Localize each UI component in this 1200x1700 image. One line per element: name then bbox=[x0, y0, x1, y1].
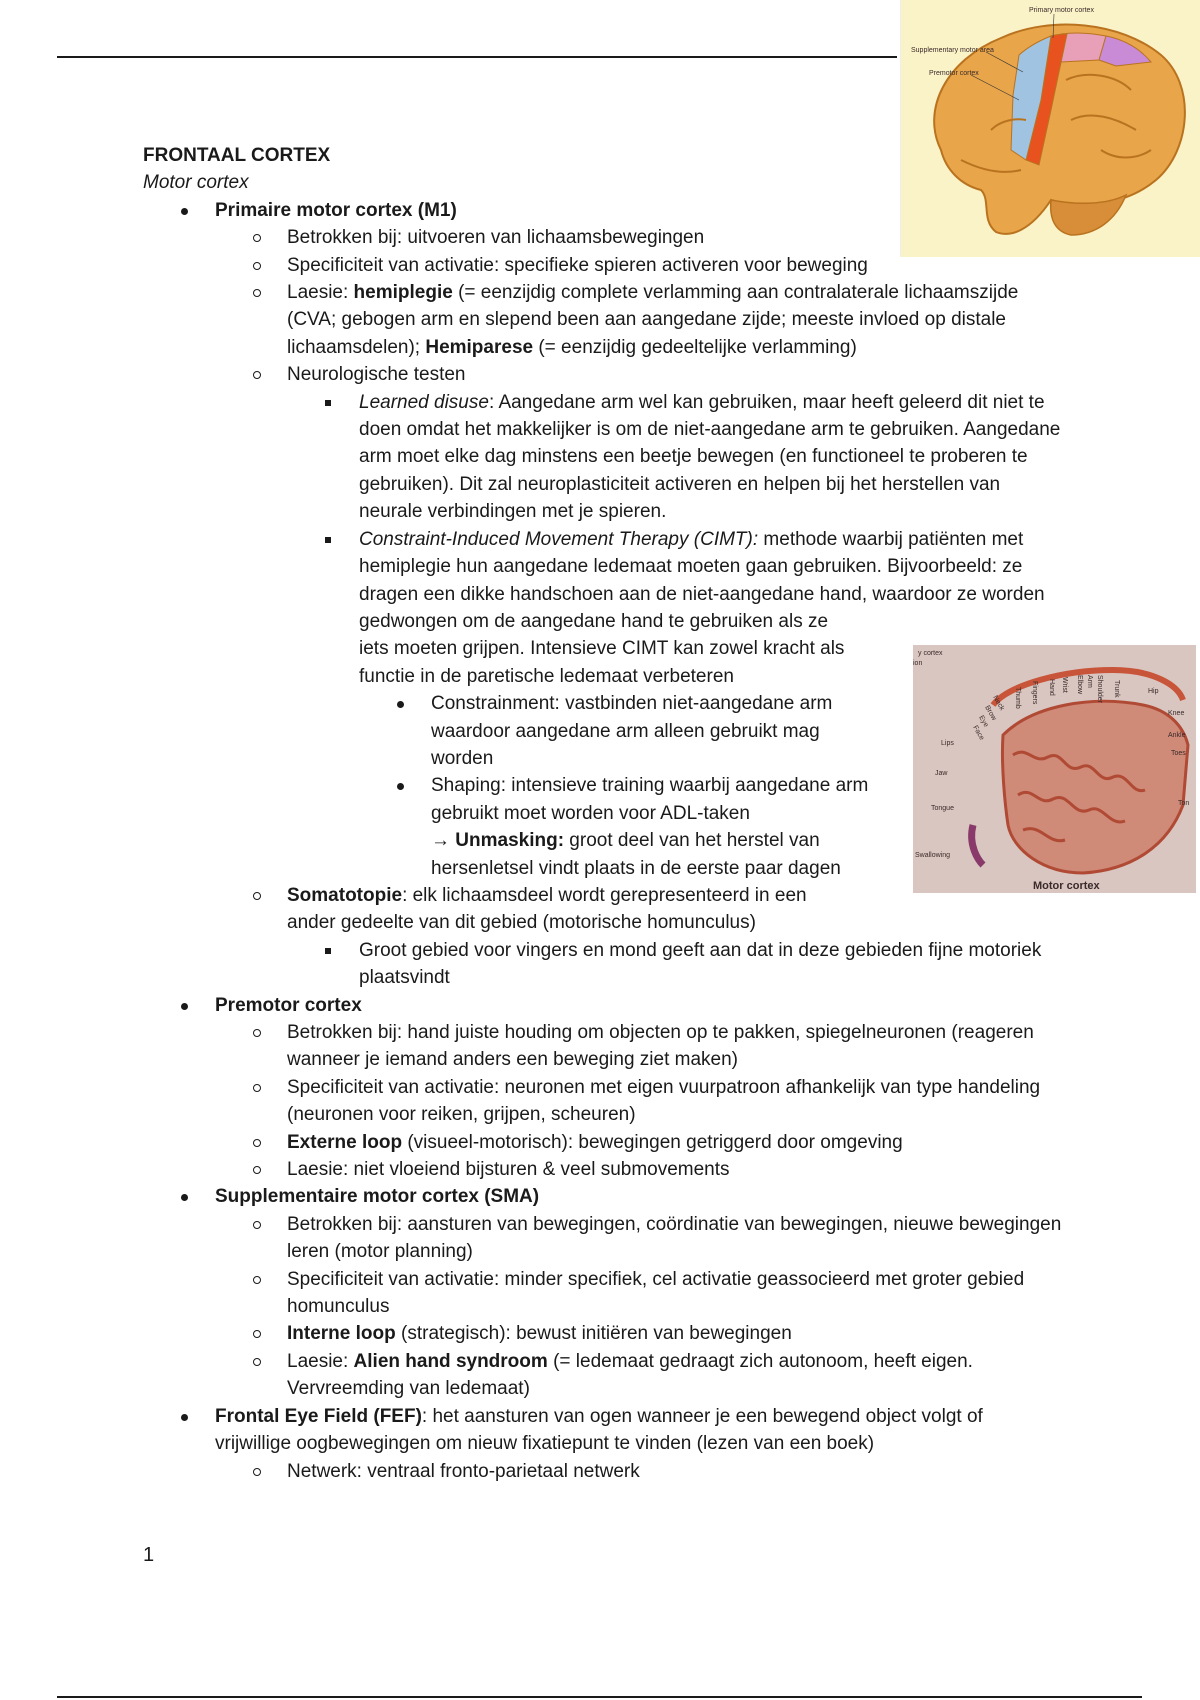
sma-lesion-text: (= ledemaat gedraagt zich autonoom, heeft eigen. Vervreemding van ledemaat) bbox=[287, 1350, 973, 1400]
somato-term: Somatotopie bbox=[287, 884, 403, 906]
homunculus-label-swallowing: Swallowing bbox=[915, 852, 951, 859]
premotor-loop-term: Externe loop bbox=[287, 1131, 403, 1153]
list-item bbox=[143, 690, 1063, 772]
m1-item-1: Betrokken bij: uitvoeren van lichaamsbewegingen bbox=[287, 227, 705, 249]
list-item-premotor bbox=[143, 992, 1063, 1019]
unmasking-term: Unmasking: bbox=[455, 830, 565, 852]
page-number: 1 bbox=[143, 1544, 155, 1566]
list-item bbox=[143, 526, 1063, 636]
list-item bbox=[143, 252, 1063, 279]
m1-lesion-text-1: (= eenzijdig complete verlamming aan contralaterale lichaamszijde (CVA; gebogen arm en slepend been aan aangedane zijde; meeste invloed op distale lichaamsdelen); bbox=[287, 282, 1019, 358]
m1-item-2: Specificiteit van activatie: specifieke spieren activeren voor beweging bbox=[287, 254, 868, 276]
premotor-item-2: Specificiteit van activatie: neuronen met eigen vuurpatroon afhankelijk van type handeling (neuronen voor reiken, grijpen, scheuren) bbox=[287, 1076, 1041, 1126]
shaping: Shaping: intensieve training waarbij aangedane arm gebruikt moet worden voor ADL-taken bbox=[431, 775, 869, 824]
constrainment: Constrainment: vastbinden niet-aangedane arm waardoor aangedane arm alleen gebruikt mag worden bbox=[431, 693, 833, 769]
homunculus-label-shoulder: Shoulder bbox=[1096, 675, 1103, 704]
page-title: FRONTAAL CORTEX bbox=[143, 145, 331, 166]
list-item bbox=[143, 772, 1063, 882]
homunculus-label-trunk: Trunk bbox=[1113, 680, 1120, 698]
list-item-fef bbox=[143, 1403, 1063, 1458]
list-item bbox=[143, 1019, 1063, 1074]
unmasking-text: groot deel van het herstel van hersenletsel vindt plaats in de eerste paar dagen bbox=[431, 830, 841, 879]
list-item bbox=[143, 937, 1063, 992]
list-item bbox=[143, 1458, 1063, 1485]
sma-item-1: Betrokken bij: aansturen van bewegingen, coördinatie van bewegingen, nieuwe bewegingen leren (motor planning) bbox=[287, 1213, 1062, 1263]
cimt-text-2: iets moeten grijpen. Intensieve CIMT kan zowel kracht als functie in de paretische ledemaat verbeteren bbox=[359, 638, 845, 687]
list-item bbox=[143, 224, 1063, 251]
label-primary-motor: Primary motor cortex bbox=[1029, 7, 1094, 14]
label-premotor: Premotor cortex bbox=[929, 70, 979, 77]
m1-lesion-prefix: Laesie: bbox=[287, 282, 354, 304]
list-item bbox=[143, 1211, 1063, 1266]
homunculus-label-fingers: Fingers bbox=[1031, 681, 1038, 705]
m1-label: Primaire motor cortex (M1) bbox=[215, 199, 457, 221]
fig-right-text: Ton bbox=[1178, 800, 1190, 807]
main-list bbox=[143, 197, 1063, 1485]
list-item bbox=[143, 389, 1063, 526]
list-item-sma bbox=[143, 1183, 1063, 1210]
unmasking-arrow: → bbox=[431, 830, 456, 852]
homunculus-label-tongue: Tongue bbox=[931, 805, 954, 812]
list-item bbox=[143, 279, 1063, 361]
list-item bbox=[143, 882, 1063, 937]
sma-lesion-term: Alien hand syndroom bbox=[353, 1350, 548, 1372]
list-item bbox=[143, 1156, 1063, 1183]
header-rule bbox=[57, 56, 897, 58]
homunculus-label-arm: Arm bbox=[1086, 675, 1093, 688]
fef-label: Frontal Eye Field (FEF) bbox=[215, 1405, 422, 1427]
homunculus-label-hip: Hip bbox=[1148, 688, 1159, 695]
premotor-item-4: Laesie: niet vloeiend bijsturen & veel submovements bbox=[287, 1159, 730, 1181]
somato-sub: Groot gebied voor vingers en mond geeft aan dat in deze gebieden fijne motoriek plaatsvindt bbox=[359, 939, 1042, 989]
list-item-m1 bbox=[143, 197, 1063, 224]
sma-label: Supplementaire motor cortex (SMA) bbox=[215, 1186, 540, 1208]
list-item bbox=[143, 361, 1063, 388]
section-subtitle: Motor cortex bbox=[143, 172, 249, 194]
fig-corner-text: y cortex bbox=[918, 650, 943, 657]
fef-item-1: Netwerk: ventraal fronto-parietaal netwerk bbox=[287, 1460, 640, 1482]
homunculus-label-elbow: Elbow bbox=[1076, 675, 1083, 695]
m1-tests: Neurologische testen bbox=[287, 364, 466, 386]
disuse-text: : Aangedane arm wel kan gebruiken, maar heeft geleerd dit niet te doen omdat het makkelijker is om de niet-aangedane arm te gebruiken. Aangedane arm moet elke dag minstens een beetje bewegen (en functioneel te proberen te gebruiken). Dit zal neuroplasticiteit activeren en helpen bij het herstellen van neurale verbindingen met je spieren. bbox=[359, 391, 1061, 523]
somato-text: : elk lichaamsdeel wordt gerepresenteerd in een ander gedeelte van dit gebied (motorische homunculus) bbox=[287, 884, 807, 934]
list-item-continued bbox=[143, 635, 1063, 690]
cimt-term: Constraint-Induced Movement Therapy (CIMT): bbox=[359, 528, 759, 550]
homunculus-label-brow: Brow bbox=[983, 704, 998, 722]
homunculus-label-ankle: Ankle bbox=[1168, 732, 1186, 739]
premotor-loop-text: (visueel-motorisch): bewegingen getriggerd door omgeving bbox=[402, 1131, 903, 1153]
homunculus-label-knee: Knee bbox=[1168, 710, 1185, 717]
homunculus-label-wrist: Wrist bbox=[1061, 677, 1068, 693]
document-body bbox=[143, 142, 1063, 1485]
m1-lesion-term-1: hemiplegie bbox=[353, 282, 453, 304]
sma-loop-term: Interne loop bbox=[287, 1323, 396, 1345]
homunculus-label-toes: Toes bbox=[1171, 750, 1186, 757]
footer-rule bbox=[57, 1696, 1142, 1698]
sma-loop-text: (strategisch): bewust initiëren van bewegingen bbox=[395, 1323, 792, 1345]
fef-text: : het aansturen van ogen wanneer je een bewegend object volgt of vrijwillige oogbewegingen om nieuw fixatiepunt te vinden (lezen van een boek) bbox=[215, 1405, 983, 1455]
list-item bbox=[143, 1266, 1063, 1321]
disuse-term: Learned disuse bbox=[359, 391, 489, 413]
fig-caption: Motor cortex bbox=[1033, 880, 1100, 892]
homunculus-label-thumb: Thumb bbox=[1014, 687, 1021, 709]
homunculus-label-eye: Eye bbox=[977, 714, 990, 729]
cimt-text-1: methode waarbij patiënten met hemiplegie hun aangedane ledemaat moeten gaan gebruiken. Bijvoorbeeld: ze dragen een dikke handschoen aan de niet-aangedane hand, waardoor ze worden gedwongen om de aangedane hand te gebruiken als ze bbox=[359, 528, 1045, 632]
homunculus-label-jaw: Jaw bbox=[935, 770, 948, 777]
fig-corner-text-2: ion bbox=[913, 660, 923, 667]
sma-lesion-prefix: Laesie: bbox=[287, 1350, 354, 1372]
list-item bbox=[143, 1129, 1063, 1156]
sma-item-2: Specificiteit van activatie: minder specifiek, cel activatie geassocieerd met groter gebied homunculus bbox=[287, 1268, 1025, 1318]
list-item bbox=[143, 1348, 1063, 1403]
premotor-item-1: Betrokken bij: hand juiste houding om objecten op te pakken, spiegelneuronen (reageren wanneer je iemand anders een beweging ziet maken) bbox=[287, 1022, 1034, 1071]
list-item bbox=[143, 1074, 1063, 1129]
homunculus-label-neck: Neck bbox=[991, 694, 1006, 712]
premotor-label: Premotor cortex bbox=[215, 994, 362, 1016]
homunculus-label-hand: Hand bbox=[1048, 679, 1055, 696]
m1-lesion-term-2: Hemiparese bbox=[425, 336, 534, 358]
homunculus-label-face: Face bbox=[971, 724, 986, 742]
label-sma: Supplementary motor area bbox=[911, 47, 994, 54]
m1-lesion-text-2: (= eenzijdig gedeeltelijke verlamming) bbox=[533, 336, 857, 358]
list-item bbox=[143, 1320, 1063, 1347]
homunculus-label-lips: Lips bbox=[941, 740, 954, 747]
